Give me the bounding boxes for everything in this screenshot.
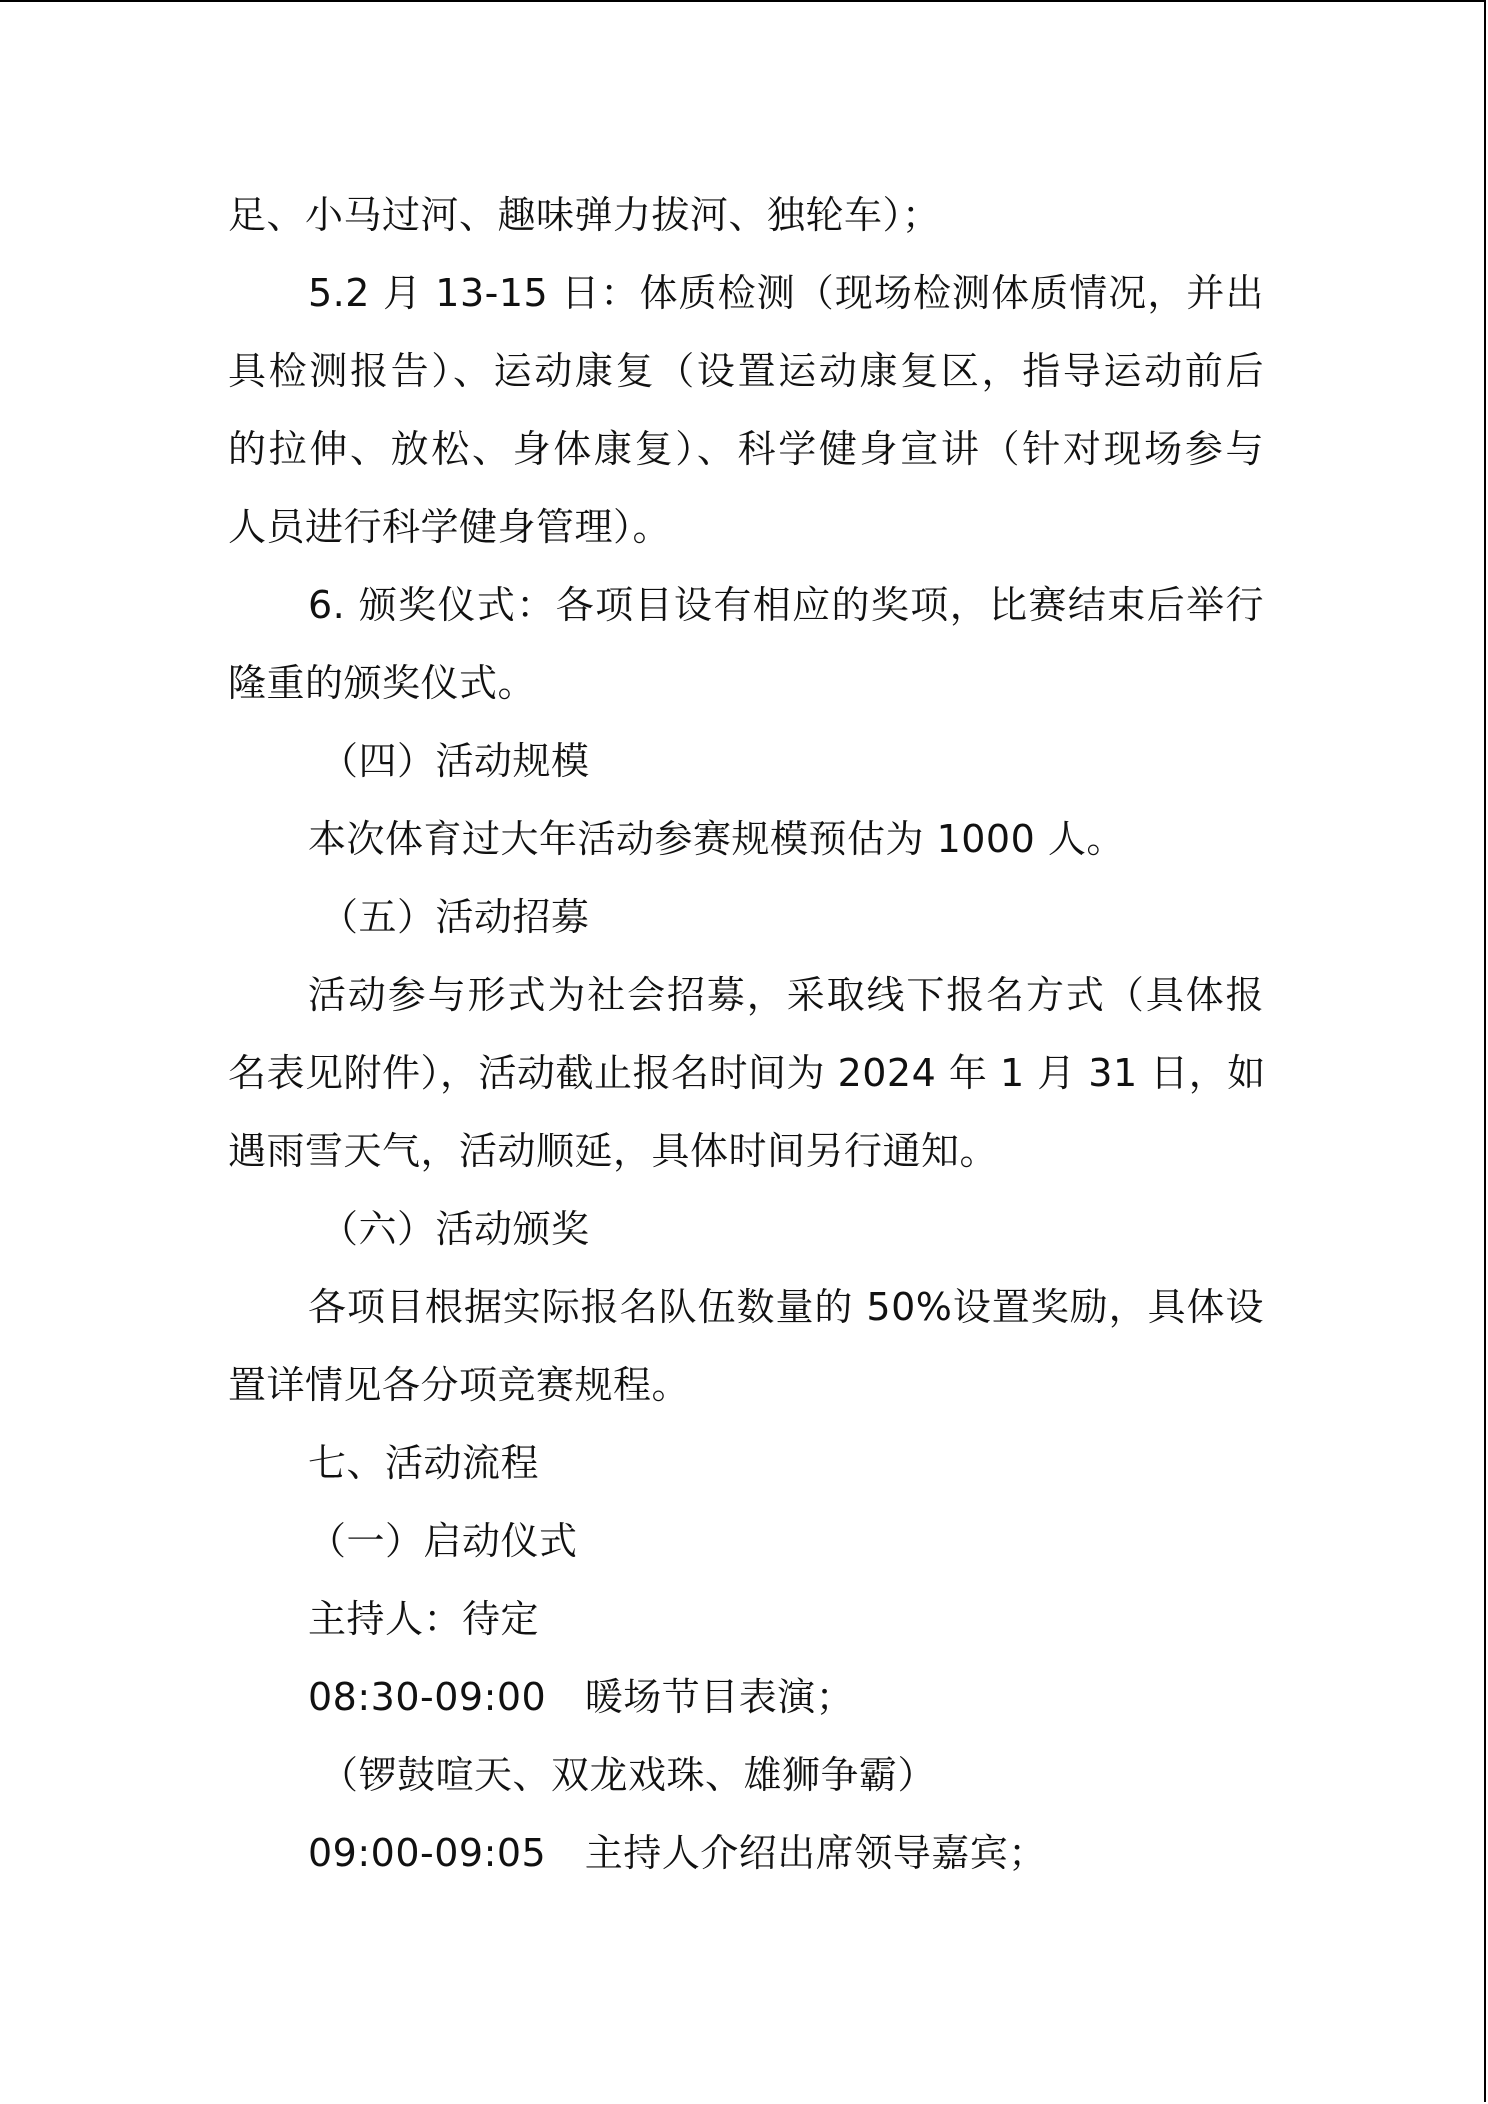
line-item-5-2-cont2: 的拉伸、放松、身体康复）、科学健身宣讲（针对现场参与 bbox=[228, 427, 1264, 471]
para-host: 主持人：待定 bbox=[308, 1597, 540, 1641]
line-item-6-cont: 隆重的颁奖仪式。 bbox=[228, 661, 537, 705]
line-item-5-2-cont1: 具检测报告）、运动康复（设置运动康复区，指导运动前后 bbox=[228, 349, 1264, 393]
schedule-item-intro: 09:00-09:05 主持人介绍出席领导嘉宾； bbox=[308, 1831, 1047, 1875]
para-recruit-1: 活动参与形式为社会招募，采取线下报名方式（具体报 bbox=[308, 973, 1264, 1017]
para-activity-scale: 本次体育过大年活动参赛规模预估为 1000 人。 bbox=[308, 817, 1125, 861]
para-award-1: 各项目根据实际报名队伍数量的 50%设置奖励，具体设 bbox=[308, 1285, 1264, 1329]
heading-activity-award: （六）活动颁奖 bbox=[320, 1207, 590, 1251]
heading-activity-scale: （四）活动规模 bbox=[320, 739, 590, 783]
heading-activity-recruit: （五）活动招募 bbox=[320, 895, 590, 939]
line-item-6: 6. 颁奖仪式：各项目设有相应的奖项，比赛结束后举行 bbox=[308, 583, 1264, 627]
schedule-item-warmup-note: （锣鼓喧天、双龙戏珠、雄狮争霸） bbox=[320, 1753, 937, 1797]
para-award-2: 置详情见各分项竞赛规程。 bbox=[228, 1363, 691, 1407]
schedule-item-warmup: 08:30-09:00 暖场节目表演； bbox=[308, 1675, 855, 1719]
line-item-5-2-cont3: 人员进行科学健身管理）。 bbox=[228, 505, 672, 549]
line-event-list-end: 足、小马过河、趣味弹力拔河、独轮车）； bbox=[228, 193, 941, 237]
line-item-5-2: 5.2 月 13-15 日：体质检测（现场检测体质情况，并出 bbox=[308, 271, 1264, 315]
heading-opening-ceremony: （一）启动仪式 bbox=[308, 1519, 578, 1563]
para-recruit-2: 名表见附件），活动截止报名时间为 2024 年 1 月 31 日，如 bbox=[228, 1051, 1266, 1095]
heading-activity-process: 七、活动流程 bbox=[308, 1441, 540, 1485]
para-recruit-3: 遇雨雪天气，活动顺延，具体时间另行通知。 bbox=[228, 1129, 999, 1173]
